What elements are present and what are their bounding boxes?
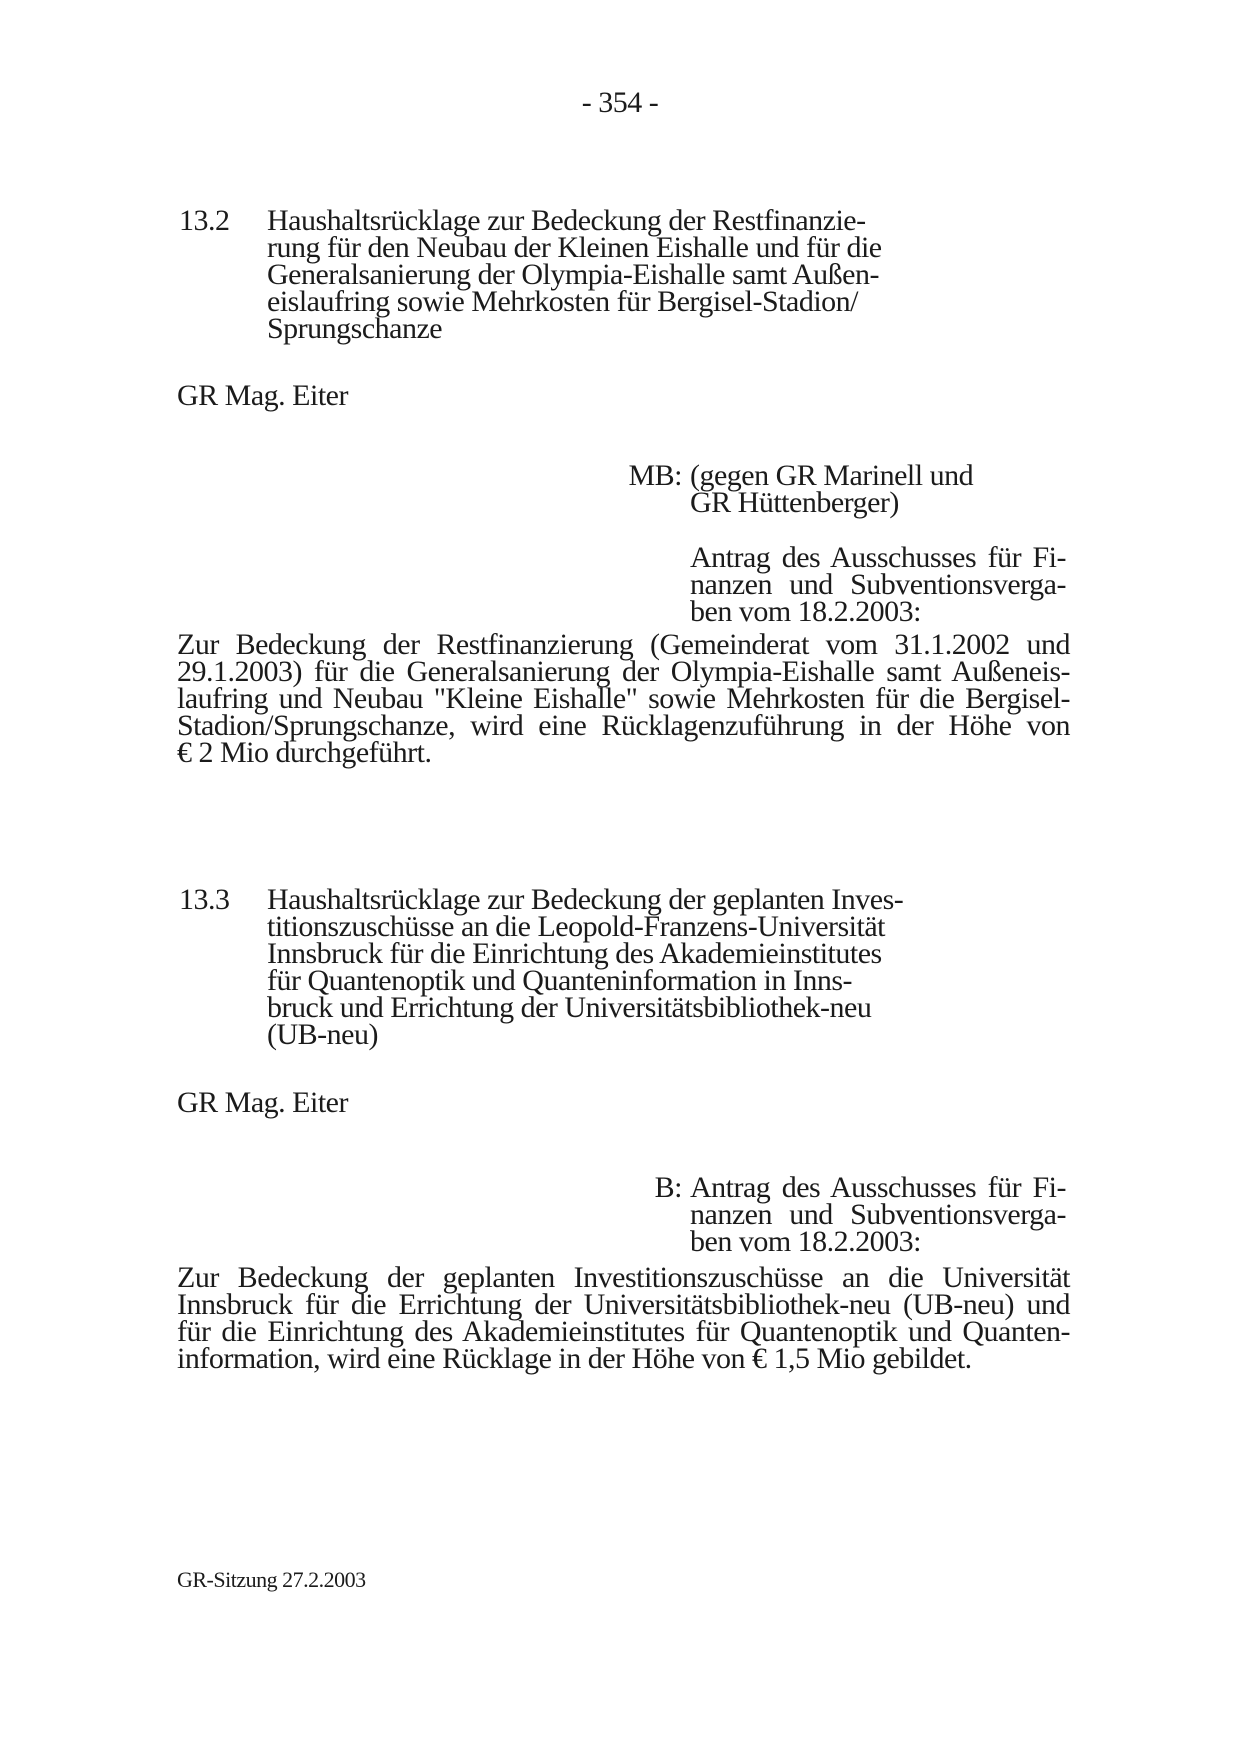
text-line: GR Hüttenberger) <box>690 486 899 519</box>
text-line: für die Einrichtung des Akademieinstitutes für Quantenoptik und Quanten- <box>177 1315 1070 1348</box>
section-13-2-vote-block <box>628 459 1066 519</box>
text-line: rung für den Neubau der Kleinen Eishalle und für die <box>267 231 882 264</box>
text-line: bruck und Errichtung der Universitätsbibliothek-neu <box>267 991 872 1024</box>
text-line: Innsbruck für die Errichtung der Universitätsbibliothek-neu (UB-neu) und <box>177 1288 1070 1321</box>
text-line: information, wird eine Rücklage in der Höhe von € 1,5 Mio gebildet. <box>177 1342 972 1375</box>
text-line: laufring und Neubau "Kleine Eishalle" sowie Mehrkosten für die Bergisel- <box>177 682 1070 715</box>
text-line: (gegen GR Marinell und <box>690 459 974 492</box>
text-line: 29.1.2003) für die Generalsanierung der Olympia-Eishalle samt Außeneis- <box>177 655 1070 688</box>
text-line: für Quantenoptik und Quanteninformation in Inns- <box>267 964 853 997</box>
text-line: Zur Bedeckung der Restfinanzierung (Gemeinderat vom 31.1.2002 und <box>177 628 1070 661</box>
section-13-3-heading <box>179 883 929 1051</box>
section-13-3-body-text <box>177 1261 1070 1375</box>
section-13-3-body <box>177 1261 1070 1375</box>
section-13-3-vote-label: B: <box>654 1171 682 1204</box>
text-line: € 2 Mio durchgeführt. <box>177 736 432 769</box>
section-13-2-vote-label: MB: <box>628 459 682 492</box>
text-line: Generalsanierung der Olympia-Eishalle samt Außen- <box>267 258 879 291</box>
section-13-2-title <box>267 204 929 345</box>
text-line: Haushaltsrücklage zur Bedeckung der geplanten Inves- <box>267 883 904 916</box>
section-13-3-motion-block <box>654 1171 1066 1258</box>
section-13-2-proposer: GR Mag. Eiter <box>177 379 348 412</box>
section-13-3-number: 13.3 <box>179 883 230 916</box>
section-13-2-body <box>177 628 1070 769</box>
text-line: nanzen und Subventionsverga- <box>690 568 1066 601</box>
section-13-3-proposer: GR Mag. Eiter <box>177 1086 348 1119</box>
text-line: Zur Bedeckung der geplanten Investitionszuschüsse an die Universität <box>177 1261 1070 1294</box>
section-13-2-motion-text <box>690 541 1066 628</box>
section-13-3-motion-text <box>690 1171 1066 1258</box>
text-line: Sprungschanze <box>267 312 443 345</box>
text-line: Antrag des Ausschusses für Fi- <box>690 541 1066 574</box>
text-line: ben vom 18.2.2003: <box>690 595 921 628</box>
text-line: Haushaltsrücklage zur Bedeckung der Restfinanzie- <box>267 204 866 237</box>
page-number: - 354 - <box>581 86 659 119</box>
text-line: nanzen und Subventionsverga- <box>690 1198 1066 1231</box>
section-13-2-heading <box>179 204 929 345</box>
text-line: eislaufring sowie Mehrkosten für Bergisel-Stadion/ <box>267 285 858 318</box>
page-footer: GR-Sitzung 27.2.2003 <box>177 1567 366 1592</box>
section-13-2-motion-block <box>690 541 1066 628</box>
section-13-2-body-text <box>177 628 1070 769</box>
text-line: Innsbruck für die Einrichtung des Akademieinstitutes <box>267 937 882 970</box>
text-line: Antrag des Ausschusses für Fi- <box>690 1171 1066 1204</box>
section-13-2-vote-text <box>690 459 1066 519</box>
text-line: titionszuschüsse an die Leopold-Franzens-Universität <box>267 910 886 943</box>
text-line: Stadion/Sprungschanze, wird eine Rücklagenzuführung in der Höhe von <box>177 709 1070 742</box>
text-line: ben vom 18.2.2003: <box>690 1225 921 1258</box>
text-line: (UB-neu) <box>267 1018 378 1051</box>
section-13-3-title <box>267 883 929 1051</box>
section-13-2-number: 13.2 <box>179 204 230 237</box>
